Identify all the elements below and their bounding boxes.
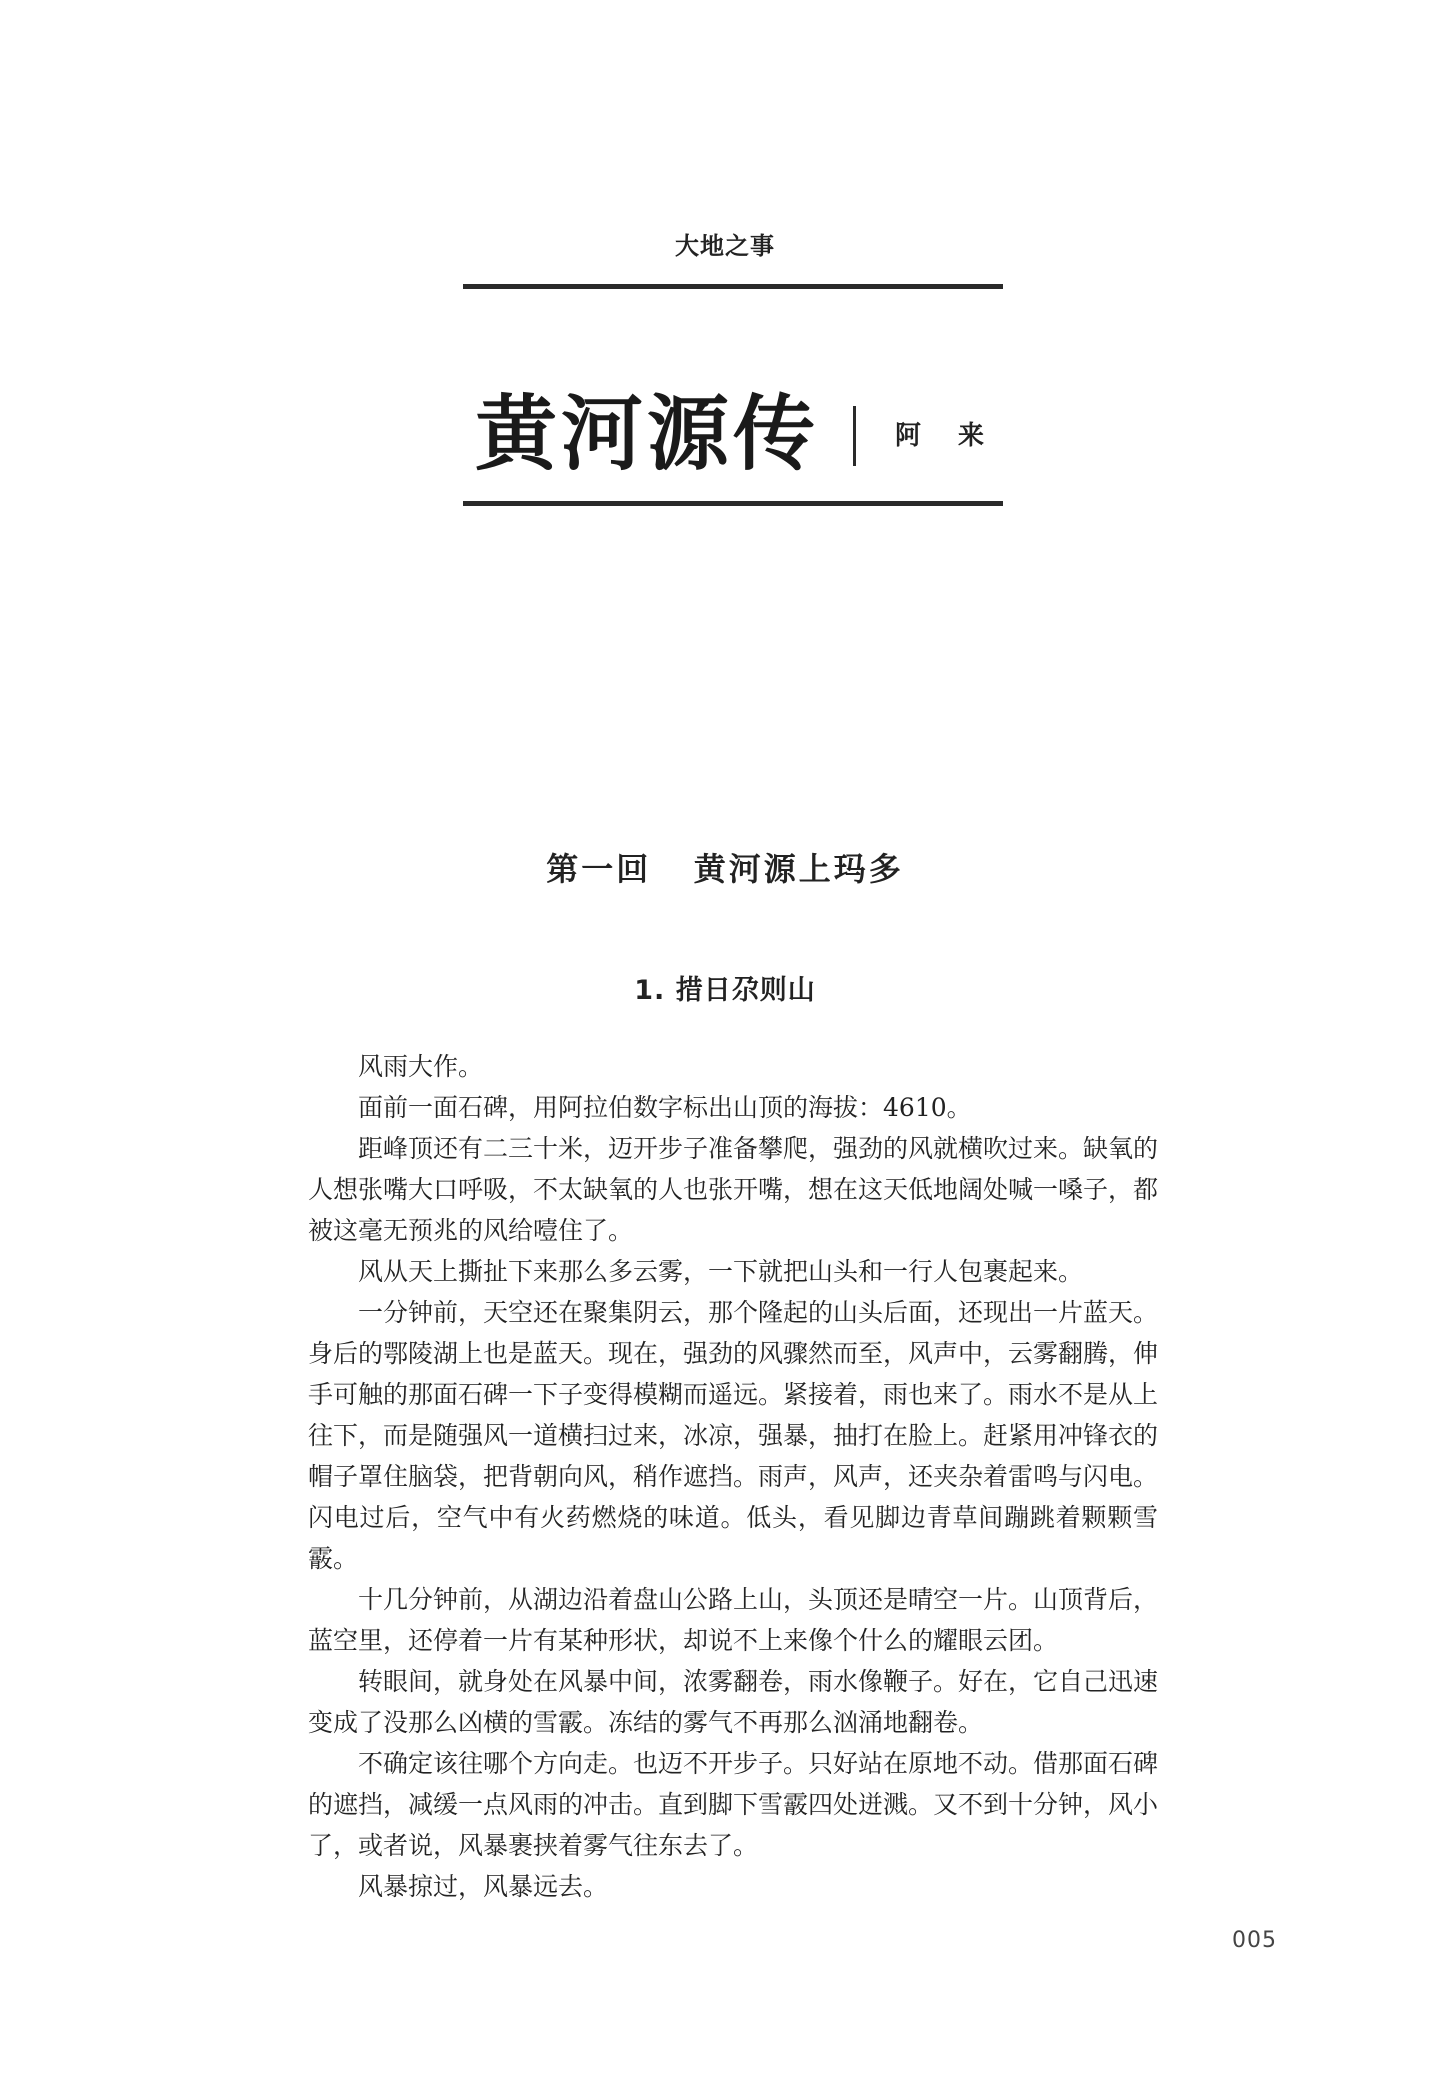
paragraph: 十几分钟前，从湖边沿着盘山公路上山，头顶还是晴空一片。山顶背后，蓝空里，还停着一片有某种形状，却说不上来像个什么的耀眼云团。 (308, 1585, 1159, 1655)
paragraph: 一分钟前，天空还在聚集阴云，那个隆起的山头后面，还现出一片蓝天。身后的鄂陵湖上也是蓝天。现在，强劲的风骤然而至，风声中，云雾翻腾，伸手可触的那面石碑一下子变得模糊而遥远。紧接着，雨也来了。雨水不是从上往下，而是随强风一道横扫过来，冰凉，强暴，抽打在脸上。赶紧用冲锋衣的帽子罩住脑袋，把背朝向风，稍作遮挡。雨声，风声，还夹杂着雷鸣与闪电。闪电过后，空气中有火药燃烧的味道。低头，看见脚边青草间蹦跳着颗颗雪霰。 (308, 1298, 1159, 1573)
paragraph: 风暴掠过，风暴远去。 (358, 1872, 609, 1901)
title-bottom-rule (463, 501, 1003, 506)
page-number: 005 (1232, 1928, 1277, 1953)
body-text (308, 1046, 1158, 1907)
title-block (463, 380, 1003, 490)
author-name: 阿 来 (895, 421, 999, 451)
title-author-divider (853, 406, 856, 466)
title-top-rule (463, 284, 1003, 289)
section-title: 1. 措日尕则山 (634, 975, 816, 1006)
paragraph: 面前一面石碑，用阿拉伯数字标出山顶的海拔：4610。 (358, 1093, 972, 1122)
paragraph: 风雨大作。 (358, 1052, 484, 1081)
paragraph: 转眼间，就身处在风暴中间，浓雾翻卷，雨水像鞭子。好在，它自己迅速变成了没那么凶横的雪霰。冻结的雾气不再那么汹涌地翻卷。 (308, 1667, 1159, 1737)
article-title: 黄河源传 (475, 386, 820, 482)
paragraph: 距峰顶还有二三十米，迈开步子准备攀爬，强劲的风就横吹过来。缺氧的人想张嘴大口呼吸，不太缺氧的人也张开嘴，想在这天低地阔处喊一嗓子，都被这毫无预兆的风给噎住了。 (308, 1134, 1159, 1245)
paragraph: 不确定该往哪个方向走。也迈不开步子。只好站在原地不动。借那面石碑的遮挡，减缓一点风雨的冲击。直到脚下雪霰四处迸溅。又不到十分钟，风小了，或者说，风暴裹挟着雾气往东去了。 (308, 1749, 1159, 1860)
chapter-title: 第一回 黄河源上玛多 (546, 850, 904, 888)
section-label: 大地之事 (675, 232, 775, 260)
paragraph: 风从天上撕扯下来那么多云雾，一下就把山头和一行人包裹起来。 (358, 1257, 1084, 1286)
